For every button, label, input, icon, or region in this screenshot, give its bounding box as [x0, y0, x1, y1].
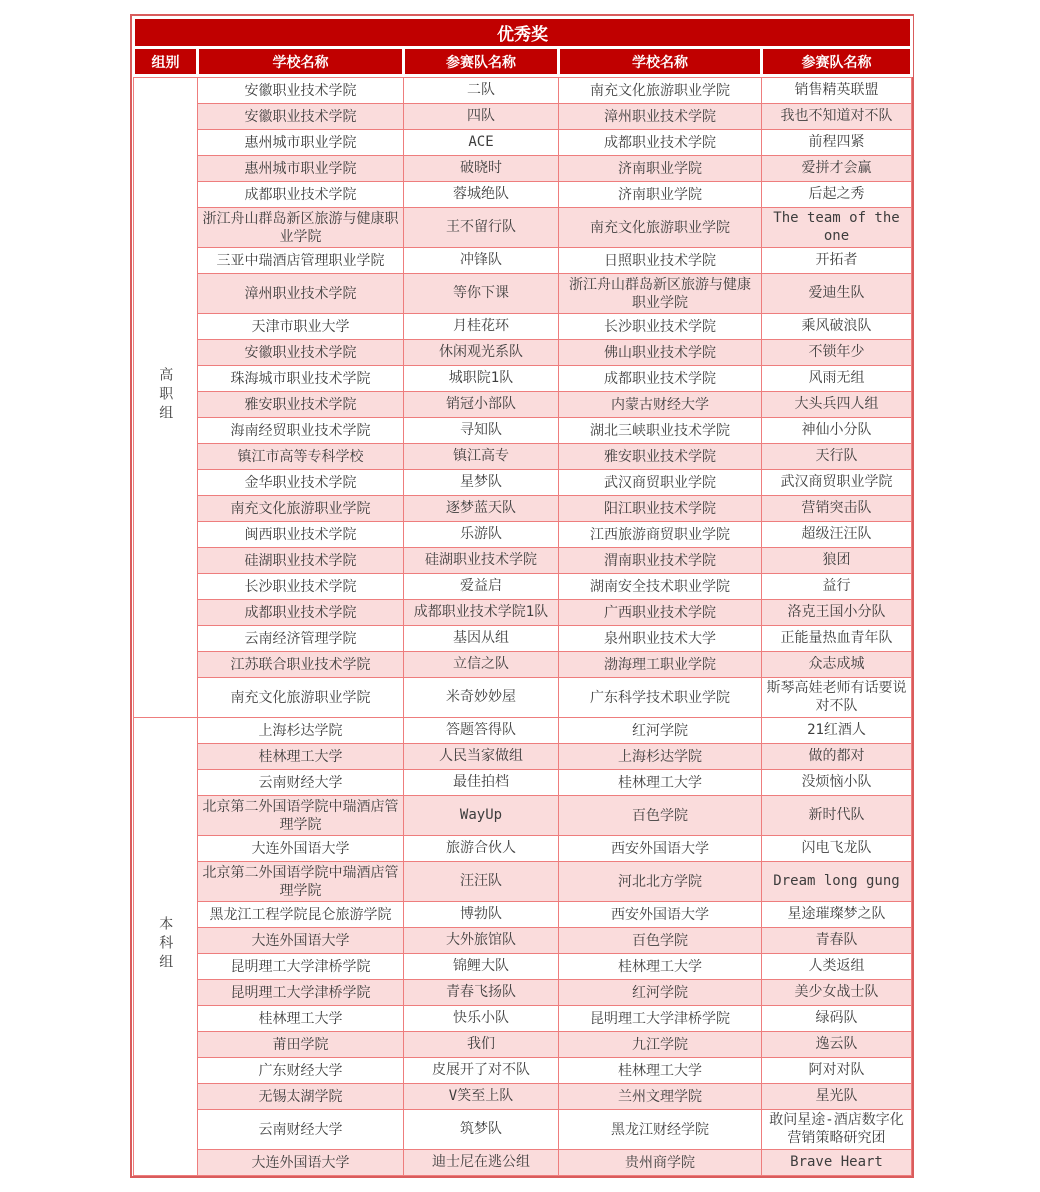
team-cell: 销冠小部队: [404, 392, 559, 418]
team-cell: 营销突击队: [762, 496, 912, 522]
group-cell: [134, 78, 198, 718]
table-row: [134, 366, 912, 392]
team-cell: 绿码队: [762, 1006, 912, 1032]
school-cell: 漳州职业技术学院: [559, 104, 762, 130]
column-header-school-2: 学校名称: [559, 48, 762, 76]
group-label: 高职组: [158, 366, 175, 424]
team-cell: 美少女战士队: [762, 980, 912, 1006]
team-cell: 洛克王国小分队: [762, 600, 912, 626]
school-cell: 南充文化旅游职业学院: [559, 78, 762, 104]
school-cell: 长沙职业技术学院: [559, 314, 762, 340]
school-cell: 惠州城市职业学院: [198, 156, 404, 182]
school-cell: 大连外国语大学: [198, 928, 404, 954]
table-row: [134, 652, 912, 678]
team-cell: 锦鲤大队: [404, 954, 559, 980]
school-cell: 百色学院: [559, 796, 762, 836]
team-cell: 二队: [404, 78, 559, 104]
school-cell: 无锡太湖学院: [198, 1084, 404, 1110]
school-cell: 贵州商学院: [559, 1150, 762, 1176]
team-cell: 风雨无组: [762, 366, 912, 392]
school-cell: 安徽职业技术学院: [198, 78, 404, 104]
team-cell: 破晓时: [404, 156, 559, 182]
school-cell: 黑龙江工程学院昆仑旅游学院: [198, 902, 404, 928]
table-row: [134, 1084, 912, 1110]
table-row: [134, 796, 912, 836]
table-row: [134, 522, 912, 548]
team-cell: 超级汪汪队: [762, 522, 912, 548]
school-cell: 渤海理工职业学院: [559, 652, 762, 678]
team-cell: 阿对对队: [762, 1058, 912, 1084]
table-row: [134, 1006, 912, 1032]
table-row: [134, 274, 912, 314]
team-cell: 冲锋队: [404, 248, 559, 274]
school-cell: 昆明理工大学津桥学院: [198, 980, 404, 1006]
team-cell: 成都职业技术学院1队: [404, 600, 559, 626]
table-row: [134, 980, 912, 1006]
team-cell: 逸云队: [762, 1032, 912, 1058]
title-row: [134, 18, 912, 48]
school-cell: 雅安职业技术学院: [198, 392, 404, 418]
team-cell: 天行队: [762, 444, 912, 470]
table-row: [134, 862, 912, 902]
table-row: [134, 314, 912, 340]
team-cell: 狼团: [762, 548, 912, 574]
team-cell: 青春飞扬队: [404, 980, 559, 1006]
school-cell: 珠海城市职业技术学院: [198, 366, 404, 392]
school-cell: 内蒙古财经大学: [559, 392, 762, 418]
team-cell: 答题答得队: [404, 718, 559, 744]
school-cell: 天津市职业大学: [198, 314, 404, 340]
school-cell: 江西旅游商贸职业学院: [559, 522, 762, 548]
team-cell: Brave Heart: [762, 1150, 912, 1176]
school-cell: 北京第二外国语学院中瑞酒店管理学院: [198, 796, 404, 836]
team-cell: WayUp: [404, 796, 559, 836]
school-cell: 桂林理工大学: [559, 954, 762, 980]
school-cell: 百色学院: [559, 928, 762, 954]
school-cell: 渭南职业技术学院: [559, 548, 762, 574]
table-row: [134, 718, 912, 744]
table-row: [134, 248, 912, 274]
team-cell: 蓉城绝队: [404, 182, 559, 208]
award-table: [132, 16, 913, 1176]
group-label: 本科组: [158, 915, 175, 973]
school-cell: 江苏联合职业技术学院: [198, 652, 404, 678]
table-row: [134, 1058, 912, 1084]
team-cell: 乘风破浪队: [762, 314, 912, 340]
school-cell: 济南职业学院: [559, 156, 762, 182]
school-cell: 西安外国语大学: [559, 836, 762, 862]
team-cell: 爱益启: [404, 574, 559, 600]
school-cell: 济南职业学院: [559, 182, 762, 208]
team-cell: 星途璀璨梦之队: [762, 902, 912, 928]
group-section-2: [134, 718, 912, 1176]
team-cell: 汪汪队: [404, 862, 559, 902]
team-cell: 人类返组: [762, 954, 912, 980]
table-row: [134, 496, 912, 522]
school-cell: 桂林理工大学: [198, 1006, 404, 1032]
team-cell: 后起之秀: [762, 182, 912, 208]
school-cell: 泉州职业技术大学: [559, 626, 762, 652]
school-cell: 云南经济管理学院: [198, 626, 404, 652]
school-cell: 金华职业技术学院: [198, 470, 404, 496]
award-title: 优秀奖: [134, 18, 912, 48]
school-cell: 闽西职业技术学院: [198, 522, 404, 548]
team-cell: 最佳拍档: [404, 770, 559, 796]
team-cell: 人民当家做组: [404, 744, 559, 770]
team-cell: 四队: [404, 104, 559, 130]
table-row: [134, 1110, 912, 1150]
table-row: [134, 130, 912, 156]
table-row: [134, 1032, 912, 1058]
group-cell: [134, 718, 198, 1176]
table-row: [134, 182, 912, 208]
school-cell: 成都职业技术学院: [559, 130, 762, 156]
school-cell: 云南财经大学: [198, 770, 404, 796]
table-row: [134, 156, 912, 182]
header-row: [134, 48, 912, 76]
team-cell: 没烦恼小队: [762, 770, 912, 796]
school-cell: 大连外国语大学: [198, 1150, 404, 1176]
table-row: [134, 444, 912, 470]
team-cell: 开拓者: [762, 248, 912, 274]
column-header-team-1: 参赛队名称: [404, 48, 559, 76]
team-cell: 21红酒人: [762, 718, 912, 744]
school-cell: 兰州文理学院: [559, 1084, 762, 1110]
team-cell: 逐梦蓝天队: [404, 496, 559, 522]
team-cell: 爱拼才会赢: [762, 156, 912, 182]
school-cell: 广西职业技术学院: [559, 600, 762, 626]
table-row: [134, 418, 912, 444]
table-row: [134, 548, 912, 574]
column-header-school-1: 学校名称: [198, 48, 404, 76]
school-cell: 惠州城市职业学院: [198, 130, 404, 156]
school-cell: 云南财经大学: [198, 1110, 404, 1150]
school-cell: 南充文化旅游职业学院: [559, 208, 762, 248]
school-cell: 九江学院: [559, 1032, 762, 1058]
team-cell: 不锁年少: [762, 340, 912, 366]
team-cell: The team of the one: [762, 208, 912, 248]
school-cell: 镇江市高等专科学校: [198, 444, 404, 470]
team-cell: 立信之队: [404, 652, 559, 678]
team-cell: 做的都对: [762, 744, 912, 770]
team-cell: 基因从组: [404, 626, 559, 652]
team-cell: 神仙小分队: [762, 418, 912, 444]
school-cell: 阳江职业技术学院: [559, 496, 762, 522]
school-cell: 成都职业技术学院: [198, 600, 404, 626]
school-cell: 桂林理工大学: [559, 1058, 762, 1084]
school-cell: 广东科学技术职业学院: [559, 678, 762, 718]
team-cell: 等你下课: [404, 274, 559, 314]
table-row: [134, 470, 912, 496]
team-cell: 爱迪生队: [762, 274, 912, 314]
team-cell: 快乐小队: [404, 1006, 559, 1032]
table-row: [134, 78, 912, 104]
school-cell: 成都职业技术学院: [559, 366, 762, 392]
school-cell: 成都职业技术学院: [198, 182, 404, 208]
table-head: [134, 18, 912, 78]
table-row: [134, 104, 912, 130]
team-cell: 硅湖职业技术学院: [404, 548, 559, 574]
school-cell: 浙江舟山群岛新区旅游与健康职业学院: [198, 208, 404, 248]
team-cell: 前程四紧: [762, 130, 912, 156]
team-cell: 销售精英联盟: [762, 78, 912, 104]
table-row: [134, 626, 912, 652]
school-cell: 湖南安全技术职业学院: [559, 574, 762, 600]
school-cell: 昆明理工大学津桥学院: [198, 954, 404, 980]
school-cell: 莆田学院: [198, 1032, 404, 1058]
team-cell: 益行: [762, 574, 912, 600]
team-cell: 正能量热血青年队: [762, 626, 912, 652]
table-row: [134, 836, 912, 862]
table-row: [134, 600, 912, 626]
table-row: [134, 678, 912, 718]
table-row: [134, 208, 912, 248]
school-cell: 长沙职业技术学院: [198, 574, 404, 600]
team-cell: 皮展开了对不队: [404, 1058, 559, 1084]
column-header-team-2: 参赛队名称: [762, 48, 912, 76]
team-cell: 斯琴高娃老师有话要说对不队: [762, 678, 912, 718]
team-cell: 迪士尼在逃公组: [404, 1150, 559, 1176]
team-cell: 大外旅馆队: [404, 928, 559, 954]
school-cell: 三亚中瑞酒店管理职业学院: [198, 248, 404, 274]
school-cell: 西安外国语大学: [559, 902, 762, 928]
award-table-frame: [130, 14, 914, 1178]
school-cell: 南充文化旅游职业学院: [198, 678, 404, 718]
school-cell: 武汉商贸职业学院: [559, 470, 762, 496]
school-cell: 佛山职业技术学院: [559, 340, 762, 366]
school-cell: 南充文化旅游职业学院: [198, 496, 404, 522]
team-cell: 我也不知道对不队: [762, 104, 912, 130]
table-row: [134, 574, 912, 600]
team-cell: 寻知队: [404, 418, 559, 444]
team-cell: 我们: [404, 1032, 559, 1058]
school-cell: 安徽职业技术学院: [198, 104, 404, 130]
school-cell: 桂林理工大学: [559, 770, 762, 796]
school-cell: 红河学院: [559, 980, 762, 1006]
team-cell: 闪电飞龙队: [762, 836, 912, 862]
table-row: [134, 928, 912, 954]
team-cell: 乐游队: [404, 522, 559, 548]
school-cell: 上海杉达学院: [559, 744, 762, 770]
team-cell: 城职院1队: [404, 366, 559, 392]
team-cell: 博勃队: [404, 902, 559, 928]
school-cell: 漳州职业技术学院: [198, 274, 404, 314]
team-cell: 镇江高专: [404, 444, 559, 470]
team-cell: 休闲观光系队: [404, 340, 559, 366]
table-row: [134, 392, 912, 418]
team-cell: V笑至上队: [404, 1084, 559, 1110]
team-cell: 星梦队: [404, 470, 559, 496]
school-cell: 大连外国语大学: [198, 836, 404, 862]
school-cell: 海南经贸职业技术学院: [198, 418, 404, 444]
table-row: [134, 744, 912, 770]
team-cell: 星光队: [762, 1084, 912, 1110]
team-cell: 新时代队: [762, 796, 912, 836]
school-cell: 雅安职业技术学院: [559, 444, 762, 470]
school-cell: 湖北三峡职业技术学院: [559, 418, 762, 444]
school-cell: 北京第二外国语学院中瑞酒店管理学院: [198, 862, 404, 902]
school-cell: 红河学院: [559, 718, 762, 744]
school-cell: 昆明理工大学津桥学院: [559, 1006, 762, 1032]
school-cell: 日照职业技术学院: [559, 248, 762, 274]
team-cell: 旅游合伙人: [404, 836, 559, 862]
school-cell: 浙江舟山群岛新区旅游与健康职业学院: [559, 274, 762, 314]
table-row: [134, 1150, 912, 1176]
school-cell: 黑龙江财经学院: [559, 1110, 762, 1150]
team-cell: 筑梦队: [404, 1110, 559, 1150]
table-row: [134, 954, 912, 980]
team-cell: 青春队: [762, 928, 912, 954]
school-cell: 河北北方学院: [559, 862, 762, 902]
school-cell: 广东财经大学: [198, 1058, 404, 1084]
team-cell: 王不留行队: [404, 208, 559, 248]
team-cell: 武汉商贸职业学院: [762, 470, 912, 496]
school-cell: 桂林理工大学: [198, 744, 404, 770]
team-cell: 敢问星途-酒店数字化营销策略研究团: [762, 1110, 912, 1150]
team-cell: Dream long gung: [762, 862, 912, 902]
table-row: [134, 340, 912, 366]
team-cell: 众志成城: [762, 652, 912, 678]
group-section-1: [134, 78, 912, 718]
team-cell: 大头兵四人组: [762, 392, 912, 418]
school-cell: 硅湖职业技术学院: [198, 548, 404, 574]
school-cell: 安徽职业技术学院: [198, 340, 404, 366]
team-cell: 米奇妙妙屋: [404, 678, 559, 718]
school-cell: 上海杉达学院: [198, 718, 404, 744]
table-row: [134, 902, 912, 928]
column-header-group: 组别: [134, 48, 198, 76]
team-cell: ACE: [404, 130, 559, 156]
table-row: [134, 770, 912, 796]
team-cell: 月桂花环: [404, 314, 559, 340]
